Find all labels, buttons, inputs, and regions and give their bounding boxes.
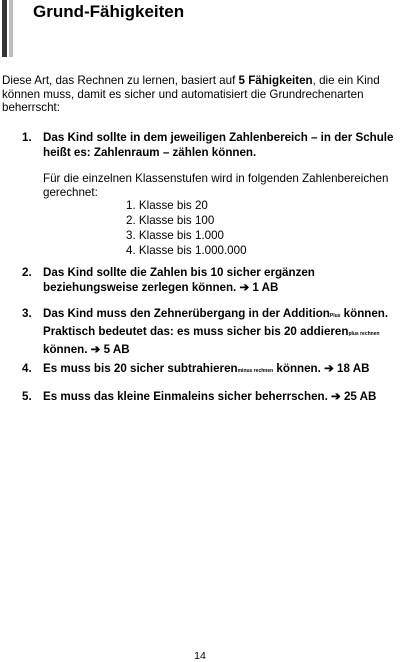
header-bar-light xyxy=(9,0,13,57)
item-number: 3. xyxy=(22,307,32,320)
grade-item: 1. Klasse bis 20 xyxy=(126,199,208,212)
item-number: 2. xyxy=(22,266,32,279)
item-line xyxy=(43,324,399,342)
page-number: 14 xyxy=(194,650,206,662)
page-title: Grund-Fähigkeiten xyxy=(33,2,185,21)
item-number: 1. xyxy=(22,131,32,144)
grade-note: Für die einzelnen Klassenstufen wird in folgenden Zahlenbereichen gerechnet: xyxy=(43,172,389,199)
intro-highlight: 5 Fähigkeiten xyxy=(238,74,313,87)
grade-item: 4. Klasse bis 1.000.000 xyxy=(126,244,247,257)
item-subscript: Plus xyxy=(329,313,341,319)
grade-list xyxy=(126,198,247,258)
item-text: Es muss das kleine Einmaleins sicher beherrschen. ➔ 25 AB xyxy=(43,390,377,403)
item-number: 5. xyxy=(22,390,32,403)
grade-item: 3. Klasse bis 1.000 xyxy=(126,229,224,242)
item-line: können. ➔ 5 AB xyxy=(43,343,130,356)
item-text: Das Kind sollte in dem jeweiligen Zahlenbereich – in der Schule heißt es: Zahlenraum – zählen können. xyxy=(43,131,394,159)
item-line-text: Praktisch bedeutet das: es muss sicher bis 20 addieren xyxy=(43,325,349,338)
item-text xyxy=(43,361,399,379)
intro-text-2: , die ein Kind können muss, damit es sicher und automatisiert die Grundrechenarten beherrscht: xyxy=(2,74,380,114)
item-text: Das Kind sollte die Zahlen bis 10 sicher ergänzen beziehungsweise zerlegen können. ➔ 1 AB xyxy=(43,266,315,294)
item-number: 4. xyxy=(22,362,32,375)
header-bar-dark xyxy=(2,0,7,57)
item-line xyxy=(43,306,399,324)
item-subscript: plus rechnen xyxy=(348,331,380,337)
grade-item: 2. Klasse bis 100 xyxy=(126,214,215,227)
item-line-text: Das Kind muss den Zehnerübergang in der Addition xyxy=(43,307,330,320)
item-subscript: minus rechnen xyxy=(237,368,274,374)
item-text xyxy=(43,306,399,357)
item-line-text: Es muss bis 20 sicher subtrahieren xyxy=(43,362,238,375)
intro-paragraph xyxy=(2,74,394,115)
item-line-text: können. xyxy=(340,307,389,320)
intro-text-1: Diese Art, das Rechnen zu lernen, basiert auf xyxy=(2,74,239,87)
item-line-text: können. ➔ 18 AB xyxy=(273,362,370,375)
